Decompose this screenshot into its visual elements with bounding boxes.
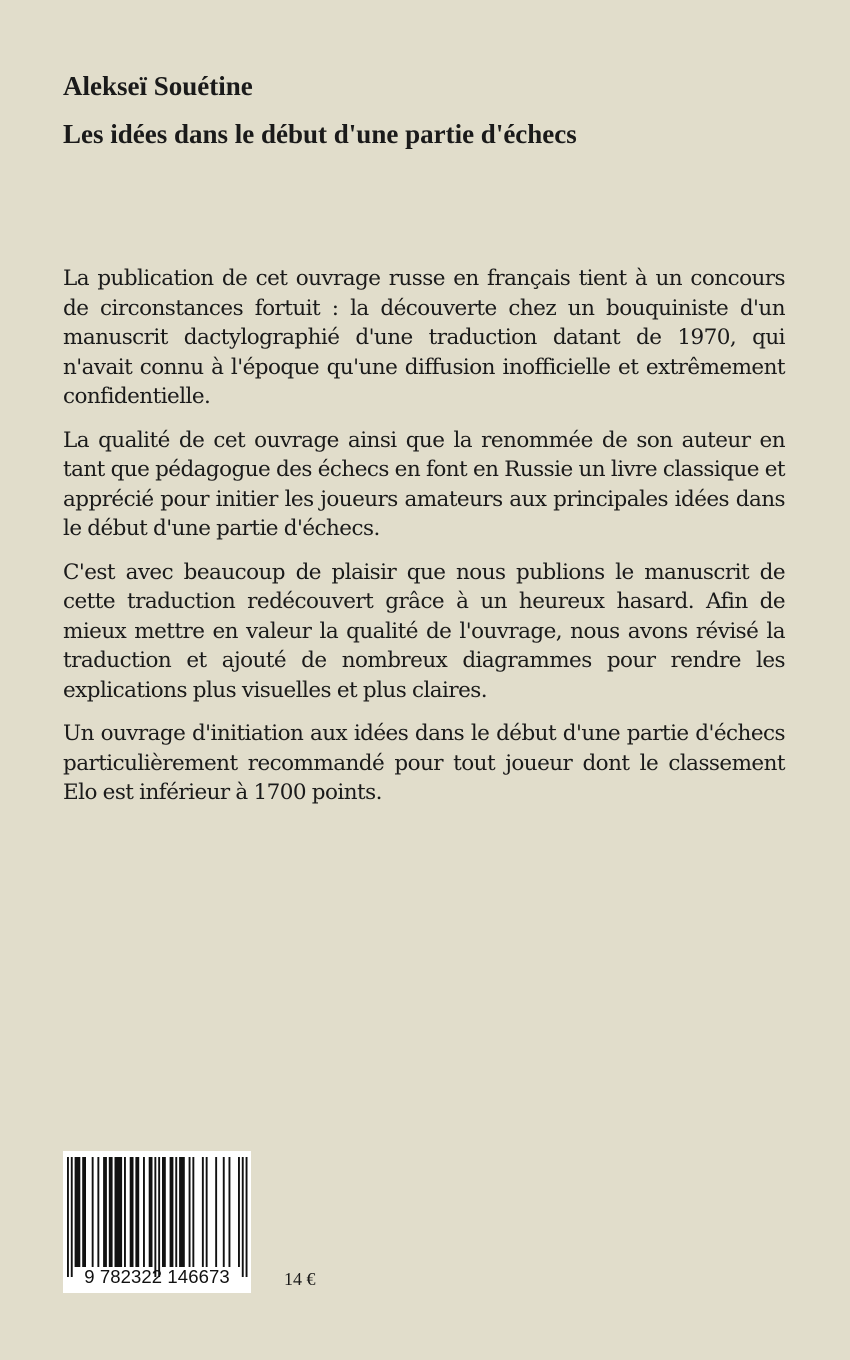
barcode-bar	[229, 1157, 231, 1267]
barcode-bar	[82, 1157, 86, 1267]
barcode-bar	[97, 1157, 99, 1267]
barcode-bar	[206, 1157, 208, 1267]
barcode-bar	[135, 1157, 139, 1267]
barcode-guard-bar	[71, 1157, 73, 1277]
barcode-bar	[109, 1157, 113, 1267]
barcode-bar	[130, 1157, 134, 1267]
blurb-paragraph: C'est avec beaucoup de plaisir que nous publions le manuscrit de cette traduction redécouvert grâce à un heureux hasard. Afin de mieux mettre en valeur la qualité de l'ouvrage, nous avons révisé la traduction et ajouté de nombreux diagrammes pour rendre les explications plus visuelles et plus claires.	[63, 559, 785, 703]
barcode-bar	[75, 1157, 81, 1267]
barcode-bar	[170, 1157, 174, 1267]
barcode-bar	[124, 1157, 126, 1267]
barcode-guard-bar	[158, 1157, 160, 1277]
barcode-bar	[149, 1157, 153, 1267]
barcode-bar	[103, 1157, 107, 1267]
barcode-bar	[143, 1157, 145, 1267]
barcode-guard-bar	[242, 1157, 244, 1277]
barcode-bar	[175, 1157, 177, 1267]
barcode-bar	[202, 1157, 204, 1267]
isbn-number: 9 782322 146673	[84, 1266, 230, 1287]
book-title: Les idées dans le début d'une partie d'échecs	[63, 119, 577, 149]
barcode-bar	[189, 1157, 191, 1267]
blurb-paragraph: La publication de cet ouvrage russe en français tient à un concours de circonstances fortuit : la découverte chez un bouquiniste d'un manuscrit dactylographié d'une traduction datant de 1970, qui n'avait connu à l'époque qu'une diffusion inofficielle et extrêmement confidentielle.	[63, 266, 785, 409]
barcode-bar	[223, 1157, 225, 1267]
barcode-bar	[215, 1157, 217, 1267]
barcode-bar	[162, 1157, 166, 1267]
barcode-bar	[192, 1157, 194, 1267]
author-name: Alekseï Souétine	[63, 71, 253, 101]
barcode-guard-bar	[67, 1157, 69, 1277]
barcode-guard-bar	[154, 1157, 156, 1277]
price: 14 €	[284, 1269, 316, 1289]
barcode-bar	[115, 1157, 123, 1267]
barcode-guard-bar	[246, 1157, 248, 1277]
barcode-bar	[238, 1157, 240, 1267]
back-cover-blurb	[63, 264, 785, 822]
barcode-bar	[179, 1157, 185, 1267]
isbn-barcode	[63, 1151, 251, 1293]
blurb-paragraph: Un ouvrage d'initiation aux idées dans le début d'une partie d'échecs particulièrement recommandé pour tout joueur dont le classement Elo est inférieur à 1700 points.	[63, 721, 785, 805]
blurb-paragraph: La qualité de cet ouvrage ainsi que la renommée de son auteur en tant que pédagogue des échecs en font en Russie un livre classique et apprécié pour initier les joueurs amateurs aux principales idées dans le début d'une partie d'échecs.	[63, 427, 785, 541]
barcode-bar	[92, 1157, 94, 1267]
